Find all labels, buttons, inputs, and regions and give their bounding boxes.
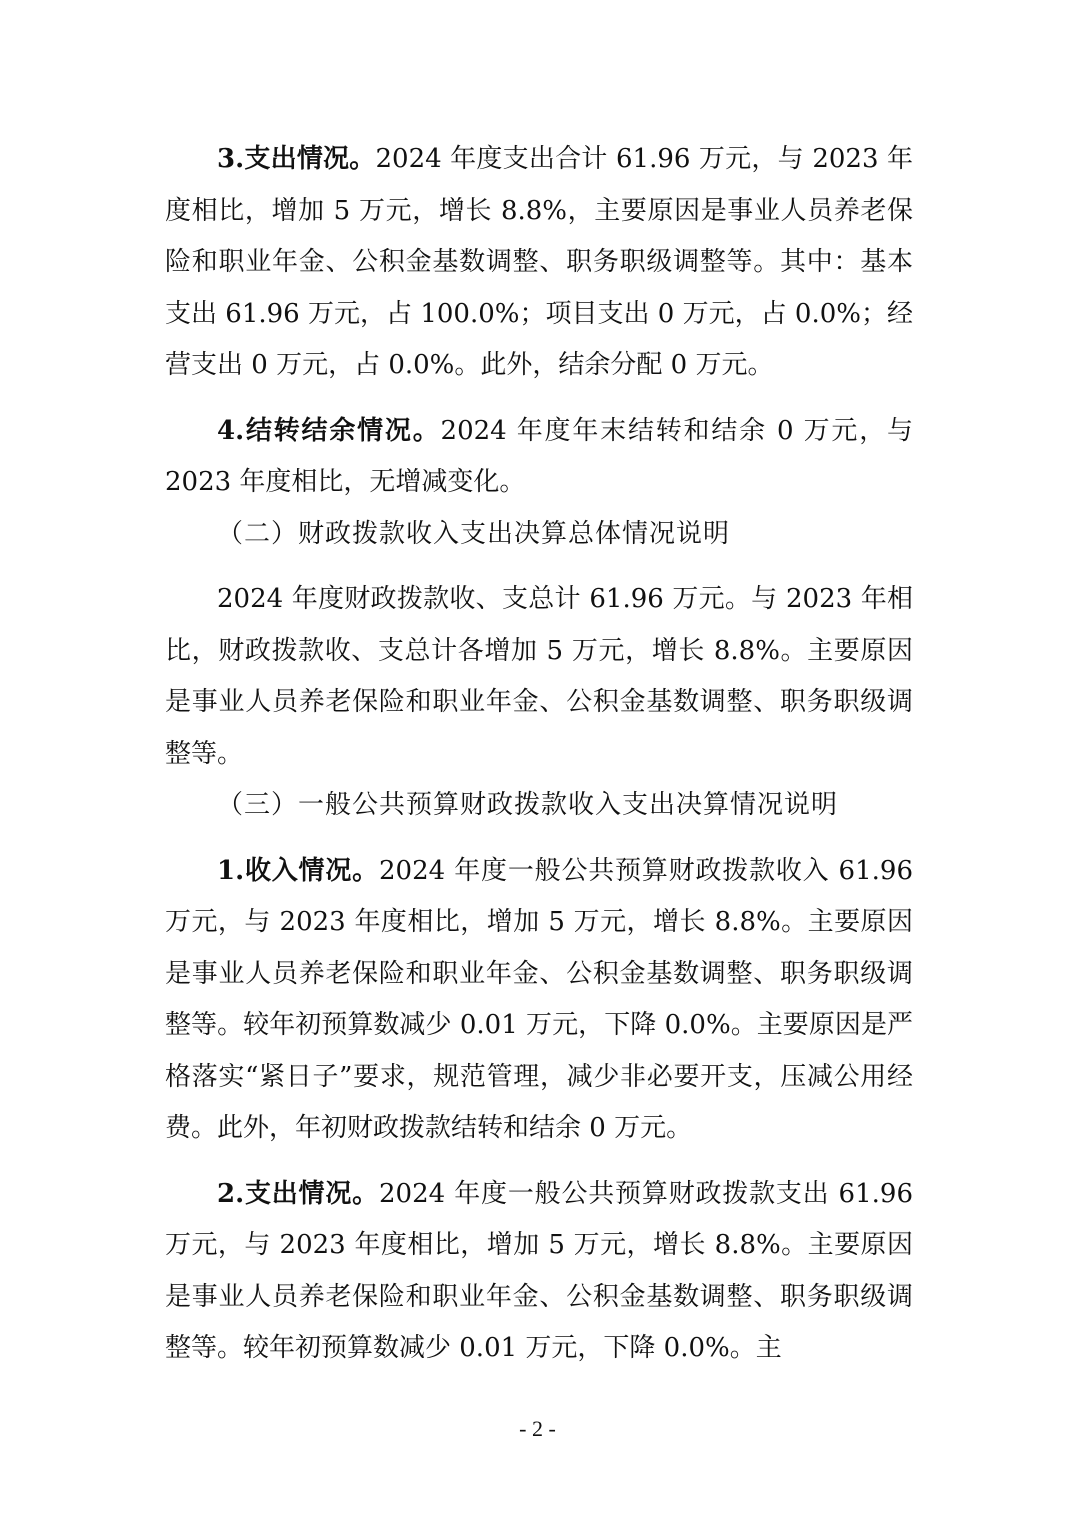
paragraph-text: 2024 年度一般公共预算财政拨款收入 61.96 万元，与 2023 年度相比，增加 5 万元，增长 8.8%。主要原因是事业人员养老保险和职业年金、公积金基数调整、职务职级调整等。较年初预算数减少 0.01 万元，下降 0.0%。主要原因是严格落实“紧日子”要求，规范管理，减少非必要开支，压减公用经费。此外，年初财政拨款结转和结余 0 万元。 bbox=[165, 855, 913, 1143]
paragraph-fiscal-total bbox=[165, 574, 913, 780]
paragraph-gp-income bbox=[165, 846, 913, 1155]
paragraph-gp-expenditure bbox=[165, 1169, 913, 1375]
paragraph-text: 2024 年度财政拨款收、支总计 61.96 万元。与 2023 年相比，财政拨款收、支总计各增加 5 万元，增长 8.8%。主要原因是事业人员养老保险和职业年金、公积金基数调整、职务职级调整等。 bbox=[165, 584, 913, 769]
paragraph-lead: 3.支出情况。 bbox=[217, 144, 376, 174]
paragraph-expenditure bbox=[165, 134, 913, 392]
section-heading: （二）财政拨款收入支出决算总体情况说明 bbox=[217, 518, 731, 549]
paragraph-lead: 2.支出情况。 bbox=[217, 1178, 379, 1209]
paragraph-lead: 1.收入情况。 bbox=[217, 855, 379, 886]
document-body bbox=[165, 134, 913, 1375]
paragraph-text: 2024 年度支出合计 61.96 万元，与 2023 年度相比，增加 5 万元，增长 8.8%，主要原因是事业人员养老保险和职业年金、公积金基数调整、职务职级调整等。其中：基本支出 61.96 万元，占 100.0%；项目支出 0 万元，占 0.0%；经营支出 0 万元，占 0.0%。此外，结余分配 0 万元。 bbox=[165, 144, 913, 380]
paragraph-text: 2024 年度年末结转和结余 0 万元，与 2023 年度相比，无增减变化。 bbox=[165, 415, 913, 497]
section-heading: （三）一般公共预算财政拨款收入支出决算情况说明 bbox=[217, 790, 839, 820]
paragraph-lead: 4.结转结余情况。 bbox=[217, 415, 441, 446]
paragraph-carryover bbox=[165, 406, 913, 509]
page-number: - 2 - bbox=[519, 1416, 556, 1441]
paragraph-text: 2024 年度一般公共预算财政拨款支出 61.96 万元，与 2023 年度相比，增加 5 万元，增长 8.8%。主要原因是事业人员养老保险和职业年金、公积金基数调整、职务职级调整等。较年初预算数减少 0.01 万元，下降 0.0%。主 bbox=[165, 1178, 913, 1363]
